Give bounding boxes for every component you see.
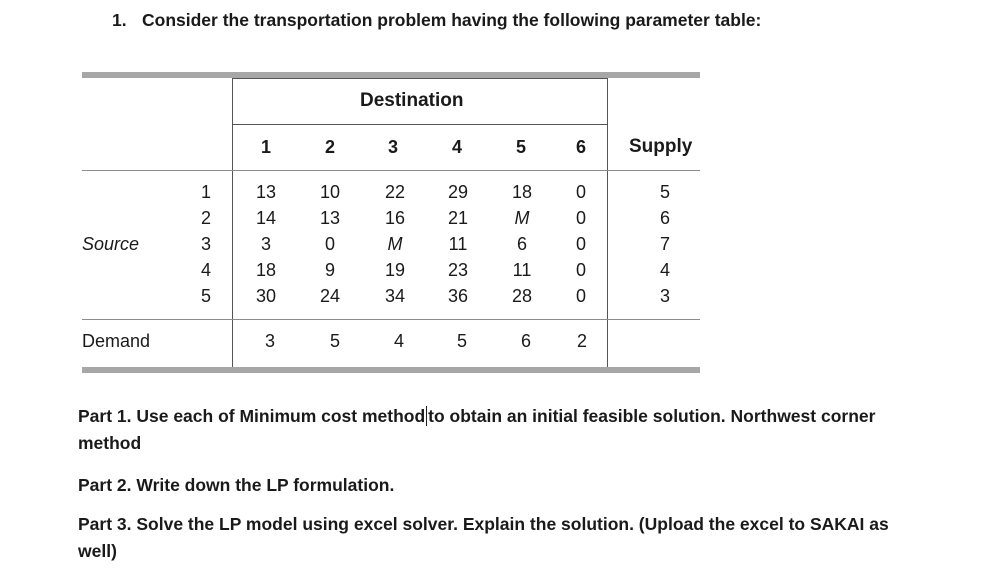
cost-cell: 9 — [324, 260, 335, 280]
part-1 — [78, 403, 908, 457]
demand-value: 2 — [576, 331, 587, 351]
column-header-5: 5 — [515, 137, 526, 157]
cost-cell: 36 — [447, 286, 469, 306]
part-2: Part 2. Write down the LP formulation. — [78, 475, 395, 495]
supply-value: 4 — [659, 260, 670, 280]
cost-cell: 0 — [575, 208, 586, 228]
cost-cell: 10 — [319, 182, 341, 202]
cost-cell: 22 — [384, 182, 406, 202]
cost-cell: 30 — [255, 286, 277, 306]
column-header-6: 6 — [575, 137, 586, 157]
part-3 — [78, 511, 908, 565]
source-index: 5 — [200, 286, 211, 306]
column-header-2: 2 — [324, 137, 335, 157]
part-3-text-a: Part 3. Solve the LP model using excel solver. Explain the solution. (Upload the excel to SAKAI as — [78, 514, 889, 534]
cost-cell: 11 — [512, 260, 532, 280]
supply-value: 7 — [659, 234, 670, 254]
cost-cell: 18 — [255, 260, 277, 280]
part-1-text-b: to obtain an initial feasible solution. Northwest corner — [428, 406, 876, 426]
supply-header: Supply — [629, 136, 693, 157]
source-label: Source — [82, 234, 140, 254]
cost-cell-big-m: M — [514, 208, 530, 228]
supply-value: 6 — [659, 208, 670, 228]
cost-cell: 0 — [575, 260, 586, 280]
cost-cell: 0 — [575, 286, 586, 306]
cost-cell: 23 — [447, 260, 469, 280]
cost-cell: 28 — [511, 286, 533, 306]
demand-value: 5 — [456, 331, 467, 351]
supply-value: 5 — [659, 182, 670, 202]
header-divider — [82, 170, 700, 171]
destination-box-bottom — [232, 124, 608, 125]
question-number: 1. — [112, 10, 127, 30]
demand-divider — [82, 319, 700, 320]
cost-cell: 29 — [447, 182, 469, 202]
cost-cell: 0 — [575, 234, 586, 254]
demand-value: 3 — [264, 331, 275, 351]
source-index: 4 — [200, 260, 211, 280]
cost-cell: 34 — [384, 286, 406, 306]
demand-value: 4 — [393, 331, 404, 351]
destination-box-top — [232, 78, 608, 79]
cost-cell-big-m: M — [387, 234, 403, 254]
cost-cell: 3 — [260, 234, 271, 254]
column-header-3: 3 — [387, 137, 398, 157]
cost-cell: 16 — [384, 208, 406, 228]
destination-header: Destination — [360, 90, 464, 111]
matrix-left-border — [232, 78, 233, 368]
source-index: 2 — [200, 208, 211, 228]
column-header-1: 1 — [260, 137, 271, 157]
cost-cell: 21 — [447, 208, 469, 228]
cost-cell: 0 — [575, 182, 586, 202]
table-bottom-rule — [82, 367, 700, 373]
cost-cell: 0 — [324, 234, 335, 254]
source-index: 3 — [200, 234, 211, 254]
demand-value: 5 — [329, 331, 340, 351]
question-title — [112, 10, 761, 31]
matrix-right-border — [607, 78, 608, 368]
part-1-text-c: method — [78, 433, 142, 453]
part-1-text-a: Part 1. Use each of Minimum cost method — [78, 406, 426, 426]
cost-cell: 14 — [255, 208, 277, 228]
cost-cell: 24 — [319, 286, 341, 306]
cost-cell: 11 — [448, 234, 468, 254]
cost-cell: 19 — [384, 260, 406, 280]
text-cursor — [426, 406, 427, 426]
cost-cell: 13 — [255, 182, 277, 202]
column-header-4: 4 — [451, 137, 462, 157]
demand-label: Demand — [82, 331, 151, 351]
cost-cell: 13 — [319, 208, 341, 228]
source-index: 1 — [200, 182, 211, 202]
part-3-text-b: well) — [78, 541, 117, 561]
cost-cell: 18 — [511, 182, 533, 202]
supply-value: 3 — [659, 286, 670, 306]
question-text: Consider the transportation problem having the following parameter table: — [142, 10, 762, 30]
demand-value: 6 — [520, 331, 531, 351]
cost-cell: 6 — [516, 234, 527, 254]
